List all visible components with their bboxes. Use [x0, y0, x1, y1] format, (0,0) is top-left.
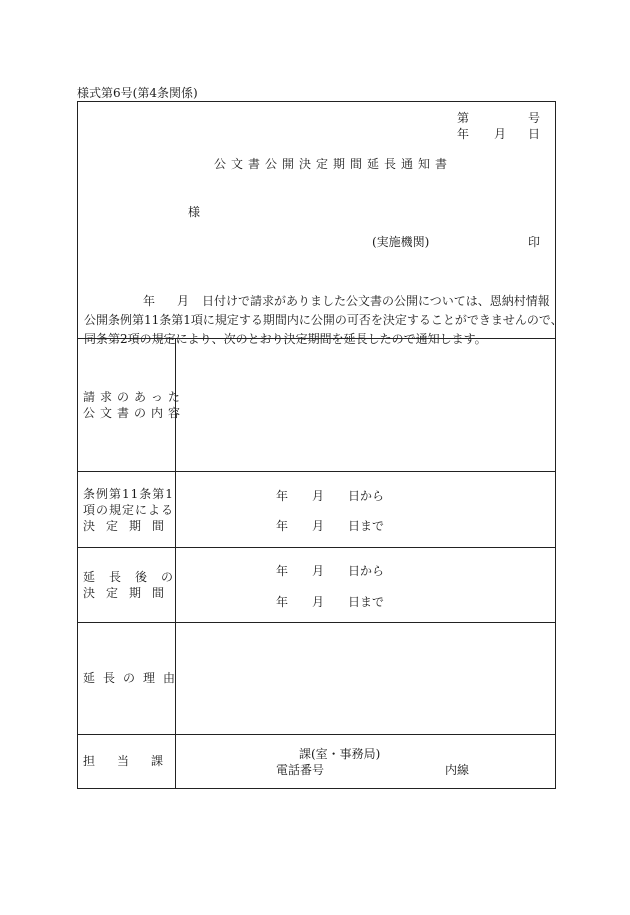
extended-to-year: 年 [276, 595, 289, 609]
original-period-label [78, 486, 175, 534]
reason-field[interactable] [176, 623, 555, 734]
original-from-year: 年 [276, 489, 289, 503]
requested-docs-field[interactable] [176, 339, 555, 471]
intro-month: 月 [177, 294, 190, 308]
contact-label [78, 753, 186, 769]
intro-line-1-text: 日付けで請求がありました公文書の公開については、恩納村情報 [202, 294, 550, 308]
original-period-label-line-2: 項の規定による [83, 503, 175, 517]
extended-from-month: 月 [312, 564, 325, 578]
notice-form [77, 101, 563, 789]
original-period-label-line-1: 条例第11条第1 [83, 487, 174, 501]
reason-label [78, 670, 184, 686]
intro-line-3: 同条第2項の規定により、次のとおり決定期間を延長したので通知します。 [84, 332, 487, 346]
extended-period-label [78, 569, 188, 601]
original-from-day: 日から [348, 489, 385, 503]
requested-docs-label [78, 389, 186, 421]
original-to-day: 日まで [348, 519, 385, 533]
extended-period-label-line-1: 延長後の [83, 570, 188, 584]
extended-period-label-line-2: 決定期間 [83, 586, 176, 600]
doc-number-prefix: 第 [457, 111, 470, 125]
contact-extension: 内線 [445, 763, 470, 777]
extended-from-day: 日から [348, 564, 385, 578]
intro-year: 年 [143, 294, 156, 308]
original-to-year: 年 [276, 519, 289, 533]
contact-department: 課(室・事務局) [299, 747, 381, 761]
issuer-organization: (実施機関) [372, 235, 430, 249]
original-to-month: 月 [312, 519, 325, 533]
original-period-label-line-3: 決定期間 [83, 519, 176, 533]
requested-docs-label-line-2: 公文書の内容 [83, 406, 186, 420]
addressee-suffix: 様 [188, 205, 201, 219]
doc-date-month: 月 [494, 127, 507, 141]
document-title: 公文書公開決定期間延長通知書 [214, 157, 453, 171]
row-divider [78, 471, 555, 472]
intro-line-2: 公開条例第11条第1項に規定する期間内に公開の可否を決定することができませんので、 [84, 313, 563, 327]
extended-to-month: 月 [312, 595, 325, 609]
doc-number-suffix: 号 [528, 111, 541, 125]
extended-to-day: 日まで [348, 595, 385, 609]
doc-date-day: 日 [528, 127, 541, 141]
extended-from-year: 年 [276, 564, 289, 578]
original-from-month: 月 [312, 489, 325, 503]
issuer-seal: 印 [528, 235, 541, 249]
requested-docs-label-line-1: 請求のあった [83, 390, 185, 404]
reason-label-text: 延長の理由 [83, 671, 184, 685]
contact-phone: 電話番号 [276, 763, 325, 777]
row-divider [78, 547, 555, 548]
row-divider [78, 734, 555, 735]
intro-line-1 [84, 292, 563, 311]
doc-date-year: 年 [457, 127, 470, 141]
contact-label-text: 担当課 [83, 754, 186, 768]
form-number-label: 様式第6号(第4条関係) [77, 86, 198, 100]
